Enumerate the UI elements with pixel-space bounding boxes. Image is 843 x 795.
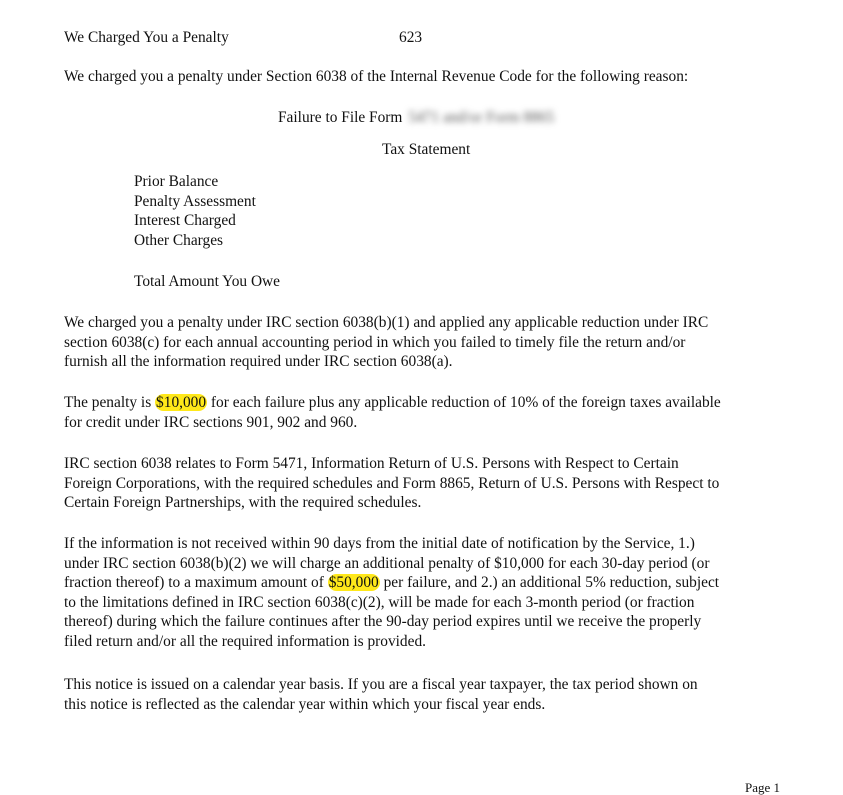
paragraph-line: If the information is not received within 90 days from the initial date of notification by the Service, 1.) [64,535,695,552]
paragraph-line: under IRC section 6038(b)(2) we will charge an additional penalty of $10,000 for each 30-day period (or [64,554,710,572]
notice-title: We Charged You a Penalty [64,29,229,46]
paragraph-line: section 6038(c) for each annual accounting period in which you failed to timely file the return and/or [64,333,686,351]
statement-item-interest-charged: Interest Charged [134,212,236,229]
paragraph-penalty-amount [64,393,809,432]
paragraph-penalty-basis [64,313,809,372]
paragraph-line: to the limitations defined in IRC section 6038(c)(2), will be made for each 3-month period (or fraction [64,593,695,611]
paragraph-line: IRC section 6038 relates to Form 5471, Information Return of U.S. Persons with Respect to Certain [64,455,679,472]
paragraph-line [64,393,809,413]
statement-items [134,172,256,250]
paragraph-line: thereof) during which the failure continues after the 90-day period expires until we receive the properly [64,613,702,630]
statement-total-label: Total Amount You Owe [134,273,280,290]
redacted-form-numbers: 5471 and/or Form 8865 [408,109,555,126]
paragraph-additional-penalty [64,534,809,651]
notice-number: 623 [399,29,423,46]
paragraph-line: furnish all the information required under IRC section 6038(a). [64,353,453,370]
paragraph-irc-6038 [64,454,809,513]
paragraph-line: This notice is issued on a calendar year basis. If you are a fiscal year taxpayer, the tax period shown on [64,676,698,693]
paragraph-line: Foreign Corporations, with the required schedules and Form 8865, Return of U.S. Persons with Respect to [64,474,720,492]
highlighted-amount-10000: $10,000 [156,394,207,411]
paragraph-line: filed return and/or all the required information is provided. [64,632,426,650]
reason-label: Failure to File Form [278,109,403,126]
text-fragment: The penalty is [64,394,156,411]
statement-item-penalty-assessment: Penalty Assessment [134,192,256,210]
text-fragment: for each failure plus any applicable reduction of 10% of the foreign taxes available [207,394,721,411]
page-number: Page 1 [745,780,781,795]
paragraph-line: Certain Foreign Partnerships, with the required schedules. [64,494,422,511]
statement-title: Tax Statement [382,141,471,158]
paragraph-calendar-year [64,675,809,714]
paragraph-line [64,573,809,593]
statement-item-prior-balance: Prior Balance [134,173,219,190]
statement-item-other-charges: Other Charges [134,231,224,249]
highlighted-amount-50000: $50,000 [328,574,379,591]
paragraph-line: for credit under IRC sections 901, 902 and 960. [64,413,358,431]
text-fragment: per failure, and 2.) an additional 5% reduction, subject [379,574,720,591]
text-fragment: fraction thereof) to a maximum amount of [64,574,328,591]
penalty-reason [278,108,554,128]
paragraph-line: We charged you a penalty under IRC section 6038(b)(1) and applied any applicable reduction under IRC [64,314,709,331]
paragraph-line: this notice is reflected as the calendar year within which your fiscal year ends. [64,695,546,713]
intro-text: We charged you a penalty under Section 6038 of the Internal Revenue Code for the following reason: [64,68,689,85]
